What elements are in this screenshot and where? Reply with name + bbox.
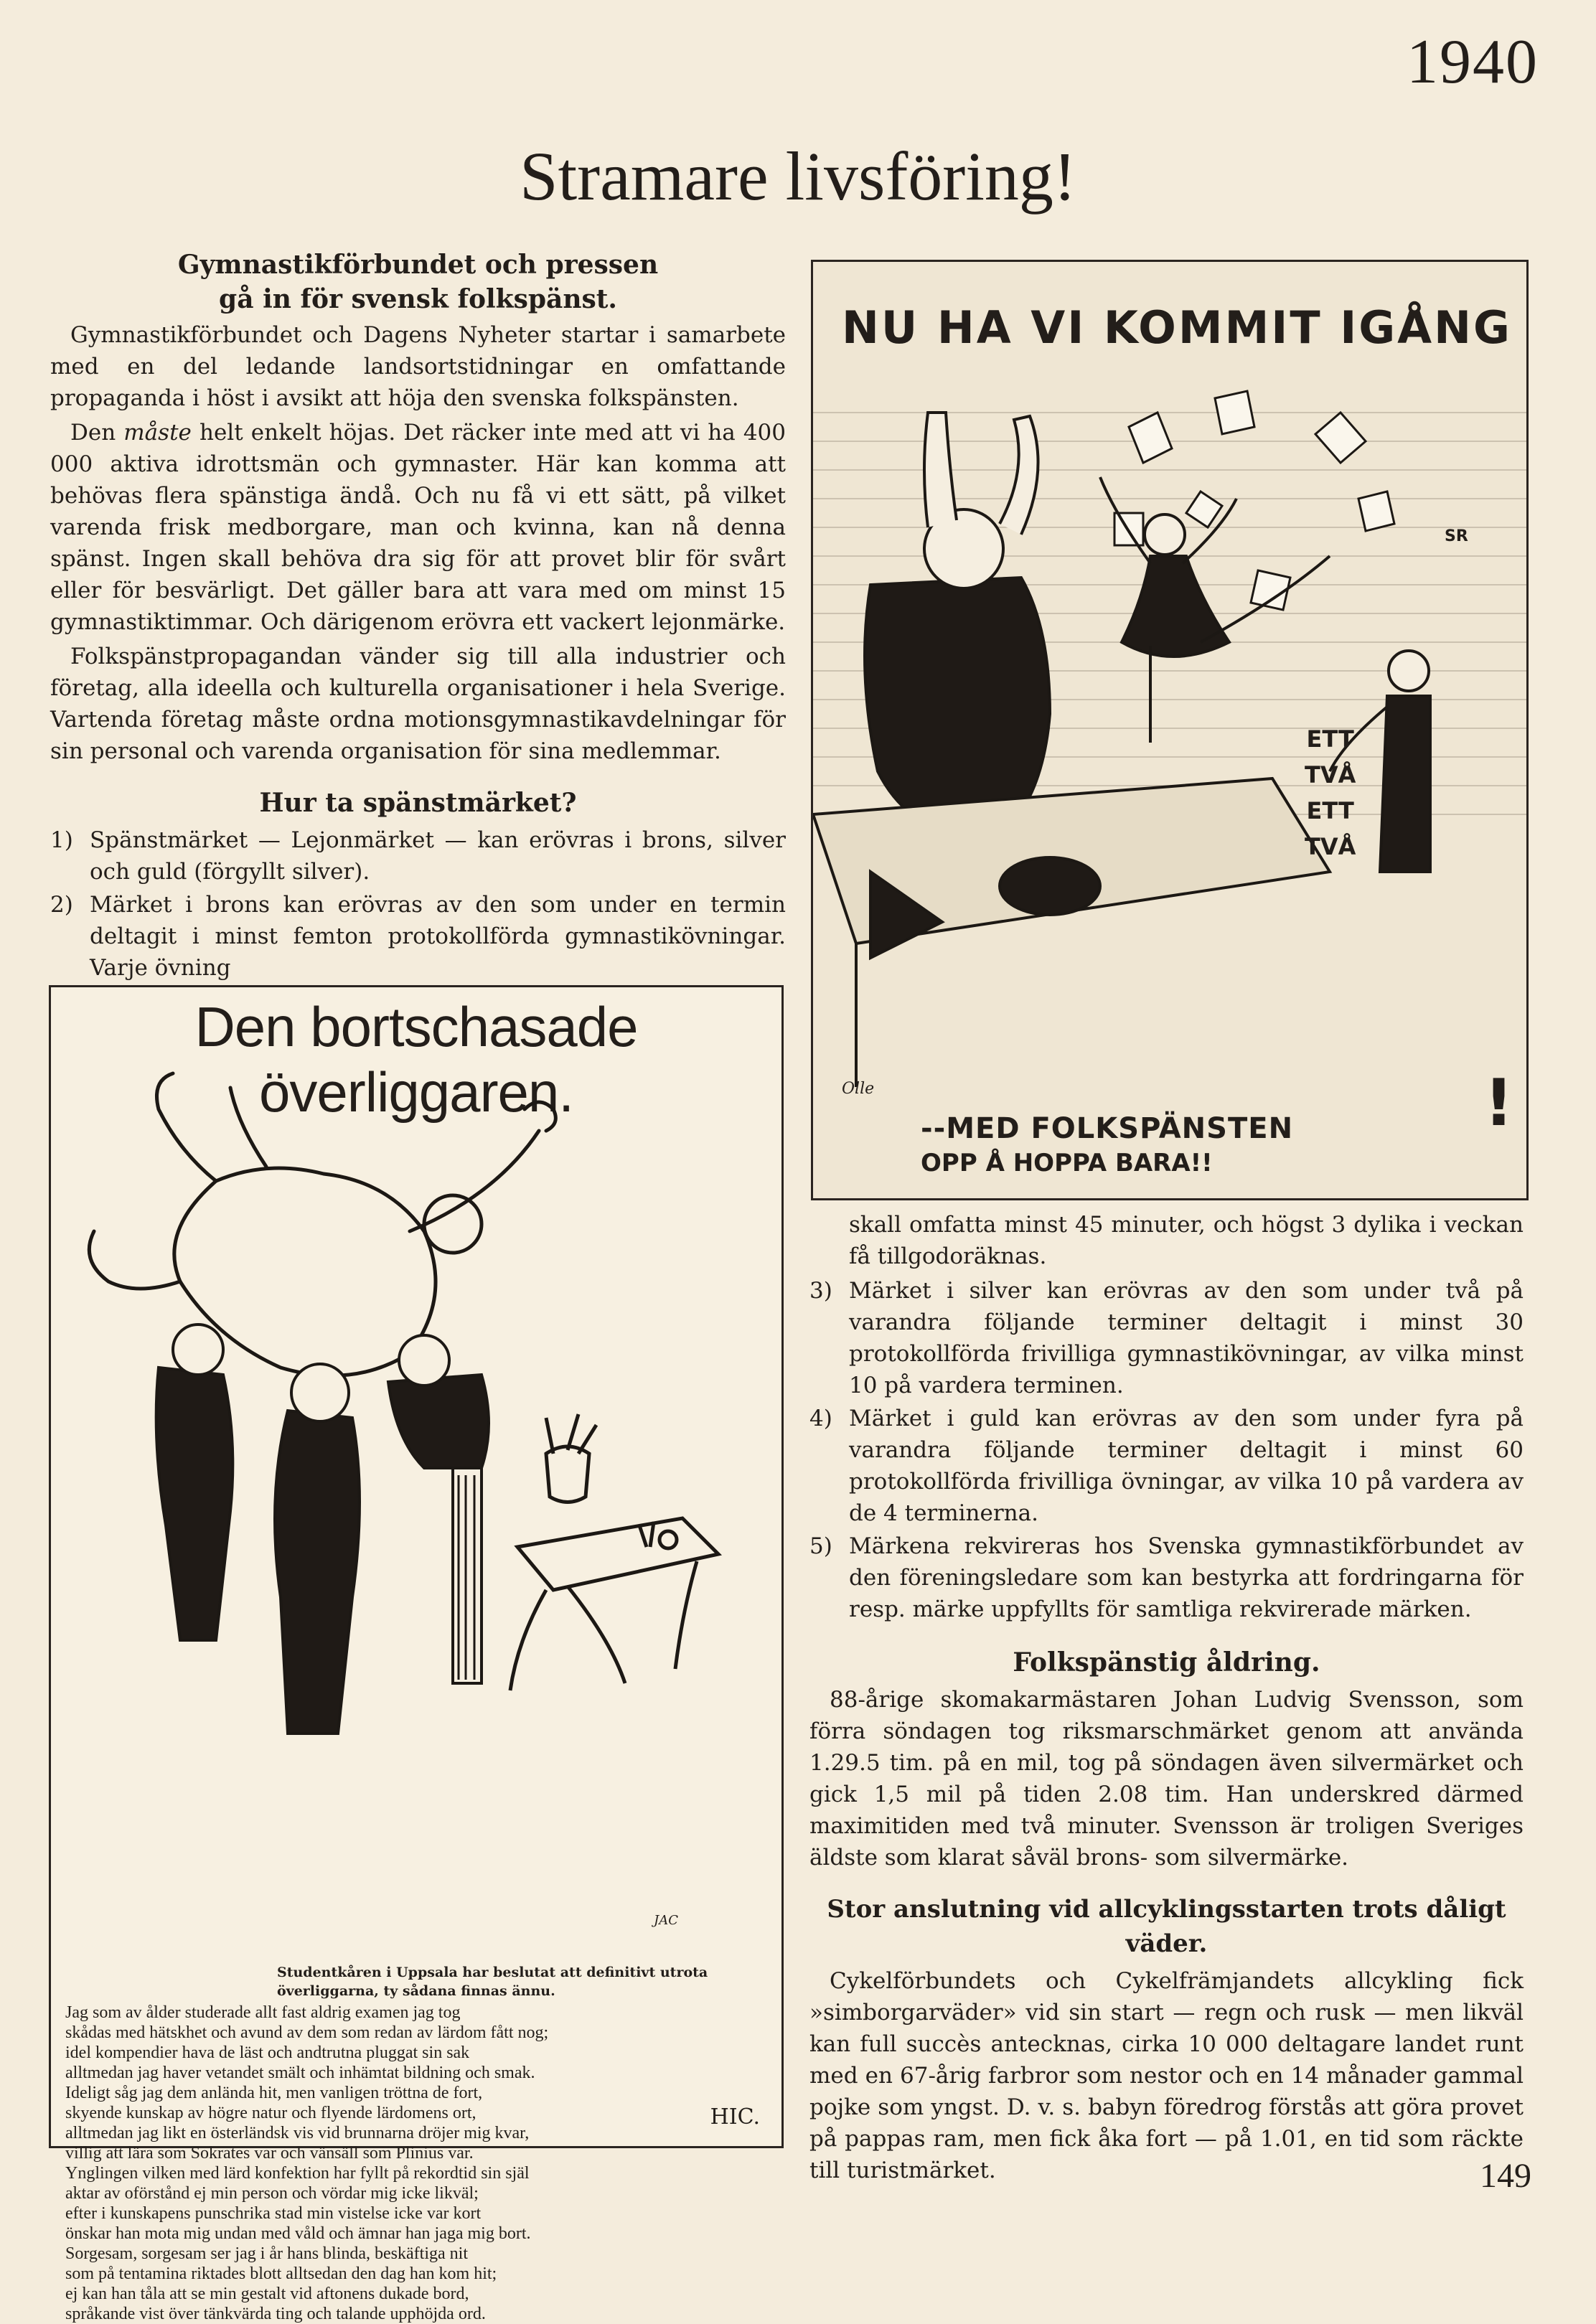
poem-line: skyende kunskap av högre natur och flyende lärdomens ort, <box>65 2104 477 2122</box>
page-title: Stramare livsföring! <box>520 138 1076 215</box>
rule-1: 1) Spänstmärket — Lejonmärket — kan erövras i brons, silver och guld (förgyllt silver). <box>50 827 786 885</box>
article-heading-2: gå in för svensk folkspänst. <box>219 284 617 314</box>
rules-list-continued <box>809 1275 1524 1625</box>
poem-line: Ideligt såg jag dem anlända hit, men vanligen tröttna de fort, <box>65 2084 483 2102</box>
cartoon-left-box <box>49 985 784 2323</box>
poem-line: skådas med hätskhet och avund av dem som redan av lärdom fått nog; <box>65 2023 549 2042</box>
poem-signature: HIC. <box>710 2104 760 2130</box>
aging-heading: Folkspänstig åldring. <box>1013 1647 1320 1678</box>
poem-line: Sorgesam, sorgesam ser jag i år hans blinda, beskäftiga nit <box>65 2244 468 2263</box>
poem-line: språkande vist över tänkvärda ting och talande upphöjda ord. <box>65 2305 486 2323</box>
cartoon-left-artist-signature: JAC <box>654 1913 678 1928</box>
left-article <box>50 248 786 985</box>
poem-line: alltmedan jag likt en österländsk vis vid brunnarna dröjer mig kvar, <box>65 2124 530 2142</box>
cycling-heading: Stor anslutning vid allcyklingsstarten trots dåligt väder. <box>827 1895 1506 1958</box>
exclamation-mark: ! <box>1484 1065 1514 1141</box>
cartoon-right-caption-1: --MED FOLKSPÄNSTEN <box>921 1112 1294 1145</box>
year-label: 1940 <box>1407 27 1539 97</box>
poem-line: Jag som av ålder studerade allt fast aldrig examen jag tog <box>65 2003 461 2022</box>
students-carrying-man-illustration <box>51 1066 781 1956</box>
poem <box>65 2003 769 2324</box>
page-number: 149 <box>1480 2157 1531 2195</box>
cartoon-right-headline: NU HA VI KOMMIT IGÅNG <box>842 301 1512 354</box>
poem-line: alltmedan jag haver vetandet smält och inhämtat bildning och smak. <box>65 2064 535 2082</box>
poem-line: aktar av oförstånd ej min person och vördar mig icke likväl; <box>65 2184 479 2203</box>
rule-3: 3) Märket i silver kan erövras av den som under två på varandra följande terminer deltagit i minst 30 protokollförda frivilliga gymnastikövningar, av vilka minst 10 på vardera terminen. <box>809 1278 1524 1398</box>
poem-line: villig att lära som Sokrates var och vänsäll som Plinius var. <box>65 2144 474 2163</box>
right-article <box>809 1209 1524 2189</box>
cartoon-right-caption-2: OPP Å HOPPA BARA!! <box>921 1149 1213 1177</box>
cartoon-left-title: Den bortschasade överliggaren. <box>194 995 638 1124</box>
poem-line: som på tentamina riktades blott alltsedan den dag han kom hit; <box>65 2264 497 2283</box>
rule-5: 5) Märkena rekvireras hos Svenska gymnastikförbundet av den föreningsledare som kan bestyrka att fordringarna för resp. märke uppfyllts för samtliga rekvirerade märken. <box>809 1533 1524 1622</box>
counting-bubble: ETT TVÅ ETT TVÅ <box>1305 725 1356 860</box>
rule-4: 4) Märket i guld kan erövras av den som under fyra på varandra följande terminer deltagit i minst 60 protokollförda frivilliga övningar, av vilka 10 på vardera av de 4 terminerna. <box>809 1406 1524 1526</box>
rules-list <box>50 824 786 984</box>
paragraph-2: Den måste helt enkelt höjas. Det räcker inte med att vi ha 400 000 aktiva idrottsmän och gymnaster. Här kan komma att behövas flera spänstiga ändå. Och nu få vi ett sätt, på vilket varenda frisk medborgare, man och kvinna, kan nå denna spänst. Ingen skall behöva dra sig för att provet blir för svårt eller för besvärligt. Det gäller bara att vara med om minst 15 gymnastiktimmar. Och därigenom erövra ett vackert lejonmärke. <box>50 420 786 635</box>
office-celebration-illustration <box>813 370 1526 1087</box>
cartoon-right-box <box>811 260 1529 1200</box>
paragraph-3: Folkspänstpropagandan vänder sig till alla industrier och företag, alla ideella och kulturella organisationer i hela Sverige. Vartenda företag måste ordna motionsgymnastikavdelningar för sin personal och varenda organisation för sina medlemmar. <box>50 644 786 764</box>
cartoon-right-artist-signature-2: SR <box>1445 527 1468 545</box>
poem-line: Ynglingen vilken med lärd konfektion har fyllt på rekordtid sin själ <box>65 2164 530 2183</box>
poem-line: önskar han mota mig undan med våld och ämnar han jaga mig bort. <box>65 2224 531 2243</box>
cartoon-right-artist-signature: Olle <box>842 1080 875 1098</box>
poem-line: efter i kunskapens punschrika stad min vistelse icke var kort <box>65 2204 482 2223</box>
cartoon-left-caption: Studentkåren i Uppsala har beslutat att definitivt utrota överliggarna, ty sådana finnas ännu. <box>277 1965 708 1999</box>
poem-line: idel kompendier hava de läst och andtrutna pluggat sin sak <box>65 2043 470 2062</box>
emphasis: måste <box>123 420 192 446</box>
aging-paragraph: 88-årige skomakarmästaren Johan Ludvig Svensson, som förra söndagen tog riksmarschmärket genom att använda 1.29.5 tim. på en mil, tog på söndagen även silvermärket och gick 1,5 mil på tiden 2.08 tim. Han underskred därmed maximitiden med två minuter. Svensson är troligen Sveriges äldste som klarat såväl brons- som silvermärke. <box>809 1687 1524 1871</box>
poem-line: ej kan han tåla att se min gestalt vid aftonens dukade bord, <box>65 2285 469 2303</box>
rules-subheading: Hur ta spänstmärket? <box>259 788 577 818</box>
cycling-paragraph: Cykelförbundets och Cykelfrämjandets allcykling fick »simborgarväder» vid sin start — regn och rusk — men likväl kan full succès antecknas, cirka 10 000 deltagare landet runt med en 67-årig farbror som nestor och en 14 månader gammal pojke som yngst. D. v. s. babyn föredrog förstås att göra provet på pappas ram, men fick åka fort — på 1.01, en tid som räckte till turistmärket. <box>809 1968 1524 2183</box>
rule-2-continuation: skall omfatta minst 45 minuter, och högst 3 dylika i veckan få tillgodoräknas. <box>849 1212 1524 1269</box>
paragraph-1: Gymnastikförbundet och Dagens Nyheter startar i samarbete med en del ledande landsortstidningar en omfattande propaganda i höst i avsikt att höja den svenska folkspänsten. <box>50 322 786 411</box>
rule-2: 2) Märket i brons kan erövras av den som under en termin deltagit i minst femton protokollförda gymnastikövningar. Varje övning <box>50 892 786 981</box>
article-heading-1: Gymnastikförbundet och pressen <box>177 250 659 280</box>
